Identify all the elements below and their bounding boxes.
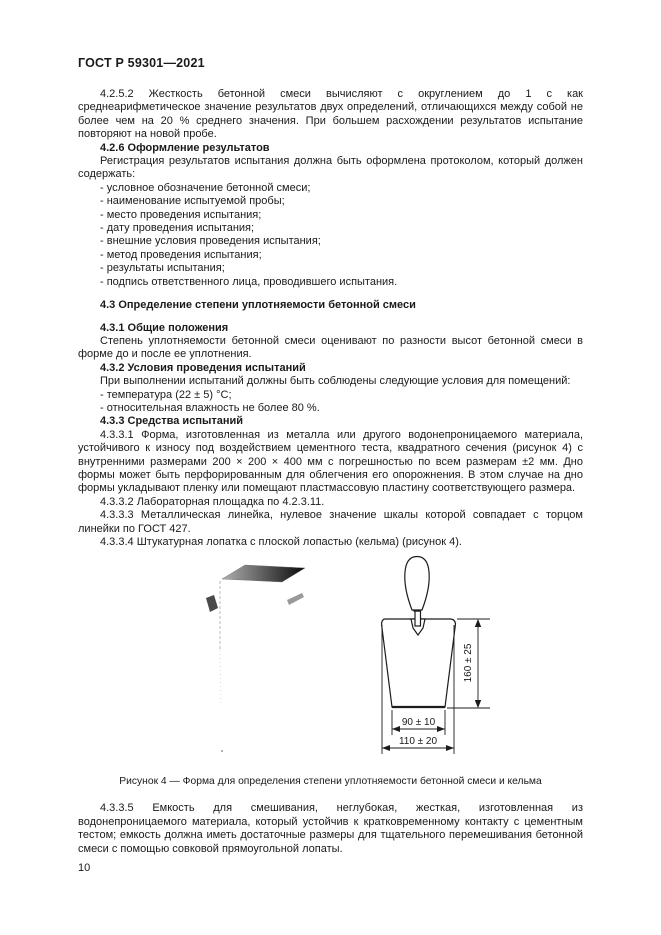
paragraph-4-3-2: При выполнении испытаний должны быть соблюдены следующие условия для помещений:	[100, 375, 571, 388]
heading-4-3: 4.3 Определение степени уплотняемости бетонной смеси	[100, 299, 416, 312]
paragraph-4-3-3-3: 4.3.3.3 Металлическая линейка, нулевое значение шкалы которой совпадает с торцом линейки по ГОСТ 427.	[78, 509, 583, 535]
figure-4-drawing	[78, 555, 583, 770]
figure-4	[78, 555, 583, 770]
list-item: - подпись ответственного лица, проводившего испытания.	[100, 275, 398, 288]
paragraph-registration: Регистрация результатов испытания должна быть оформлена протоколом, который должен содержать:	[78, 155, 583, 181]
list-item: - наименование испытуемой пробы;	[100, 195, 285, 208]
page-number: 10	[78, 862, 91, 874]
list-item: - место проведения испытания;	[100, 208, 262, 221]
list-item: - дату проведения испытания;	[100, 222, 255, 235]
paragraph-4-3-1: Степень уплотняемости бетонной смеси оценивают по разности высот бетонной смеси в форме до и после ее уплотнения.	[78, 334, 583, 361]
list-item: - внешние условия проведения испытания;	[100, 235, 321, 248]
list-item: - условное обозначение бетонной смеси;	[100, 181, 311, 194]
list-item-humidity: - относительная влажность не более 80 %.	[100, 401, 320, 414]
list-item: - результаты испытания;	[100, 262, 225, 275]
list-item-temperature: - температура (22 ± 5) °С;	[100, 388, 232, 401]
paragraph-4-2-5-2: 4.2.5.2 Жесткость бетонной смеси вычисляют с округлением до 1 с как среднеарифметическое значение результатов двух определений, отличающихся между собой не более чем на 20 % среднего значения. При большем расхождении результатов испытание повторяют на новой пробе.	[78, 88, 583, 141]
heading-4-3-3: 4.3.3 Средства испытаний	[100, 415, 244, 428]
paragraph-4-3-3-2: 4.3.3.2 Лабораторная площадка по 4.2.3.11.	[100, 495, 325, 508]
heading-4-3-1: 4.3.1 Общие положения	[100, 321, 229, 334]
paragraph-4-3-3-4: 4.3.3.4 Штукатурная лопатка с плоской лопастью (кельма) (рисунок 4).	[100, 536, 462, 548]
dim-height-label: 160 ± 25	[463, 643, 474, 683]
heading-4-2-6: 4.2.6 Оформление результатов	[100, 141, 270, 154]
paragraph-4-3-3-1: 4.3.3.1 Форма, изготовленная из металла или другого водонепроницаемого материала, устойчивого к износу под воздействием цементного теста, квадратного сечения (рисунок 4) с внутренними размерами 200 × 200 × 400 мм с погрешностью по всем размерам ±2 мм. Дно формы может быть перфорированным для облегчения его опорожнения. В этом случае на дно формы укладывают пленку или помещают пластмассовую пластину соответствующего размера.	[78, 428, 583, 495]
heading-4-3-2: 4.3.2 Условия проведения испытаний	[100, 361, 306, 374]
dim-top-label: 110 ± 20	[398, 736, 438, 748]
list-item: - метод проведения испытания;	[100, 248, 262, 261]
document-header: ГОСТ Р 59301—2021	[78, 56, 205, 70]
form-drawing	[206, 565, 305, 752]
dim-bottom-label: 90 ± 10	[401, 717, 436, 729]
trowel-drawing	[382, 557, 491, 755]
paragraph-4-3-3-5: 4.3.3.5 Емкость для смешивания, неглубокая, жесткая, изготовленная из водонепроницаемого материала, который устойчив к кратковременному контакту с цементным тестом; емкость должна иметь достаточные размеры для тщательного перемешивания бетонной смеси с помощью совковой прямоугольной лопаты.	[78, 802, 583, 855]
figure-caption: Рисунок 4 — Форма для определения степени уплотняемости бетонной смеси и кельма	[119, 776, 542, 788]
